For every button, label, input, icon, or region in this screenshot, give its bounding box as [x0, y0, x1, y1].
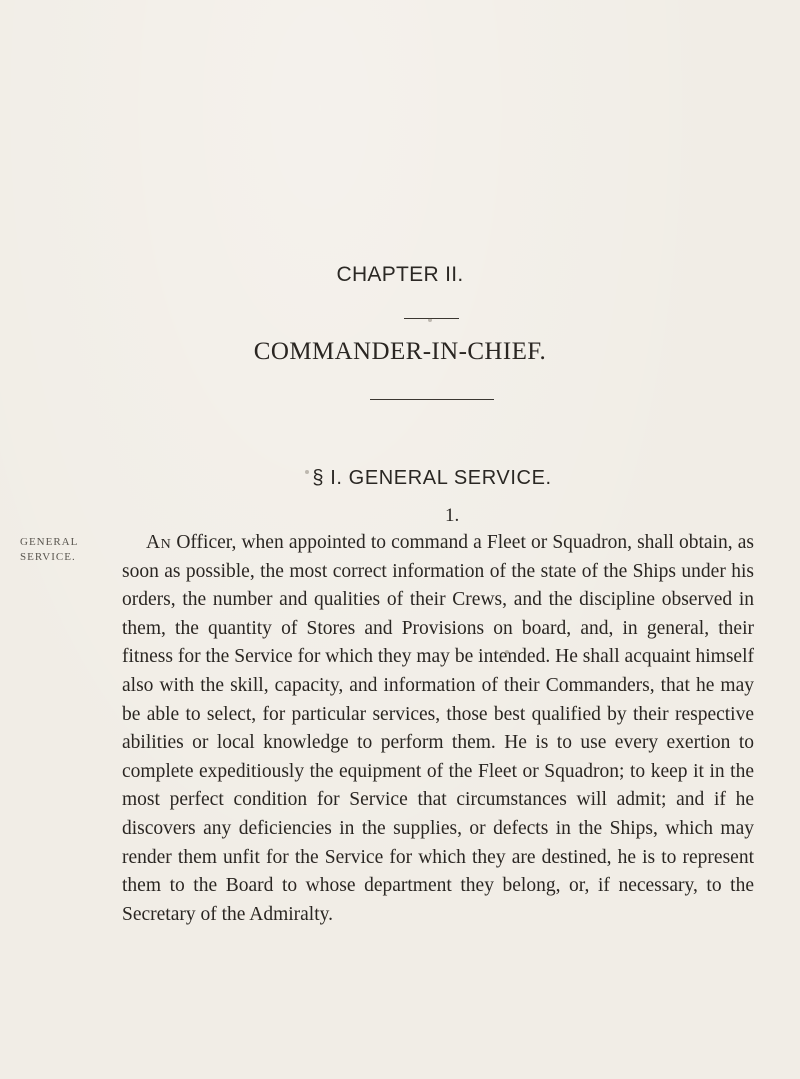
- ornamental-rule-bottom: [370, 399, 494, 400]
- page-title: COMMANDER-IN-CHIEF.: [253, 338, 547, 365]
- paper-speck: [305, 470, 309, 474]
- margin-note-line-1: GENERAL: [20, 536, 79, 548]
- chapter-heading: CHAPTER II.: [336, 263, 464, 286]
- article-paragraph: [122, 529, 754, 929]
- section-heading: § I. GENERAL SERVICE.: [312, 467, 552, 489]
- paragraph-first-word: An: [146, 532, 172, 553]
- paper-speck: [428, 318, 432, 322]
- paragraph-text: Officer, when appointed to command a Fleet or Squadron, shall obtain, as soon as possible, the most correct information of the state of the Ships under his orders, the number and qualities of their Crews, and the discipline observed in them, the quantity of Stores and Provisions on board, and, in general, their fitness for the Service for which they may be intended. He shall acquaint himself also with the skill, capacity, and information of their Commanders, that he may be able to select, for particular services, those best qualified by their respective abilities or local knowledge to perform them. He is to use every exertion to complete expeditiously the equipment of the Fleet or Squadron; to keep it in the most perfect condition for Service that circumstances will admit; and if he discovers any deficiencies in the supplies, or defects in the Ships, which may render them unfit for the Service for which they are destined, he is to represent them to the Board to whose department they belong, or, if necessary, to the Secretary of the Admiralty.: [122, 532, 754, 925]
- margin-note-line-2: SERVICE.: [20, 551, 76, 563]
- article-number: 1.: [445, 505, 460, 526]
- paper-speck: [505, 650, 509, 654]
- margin-note: [20, 535, 78, 565]
